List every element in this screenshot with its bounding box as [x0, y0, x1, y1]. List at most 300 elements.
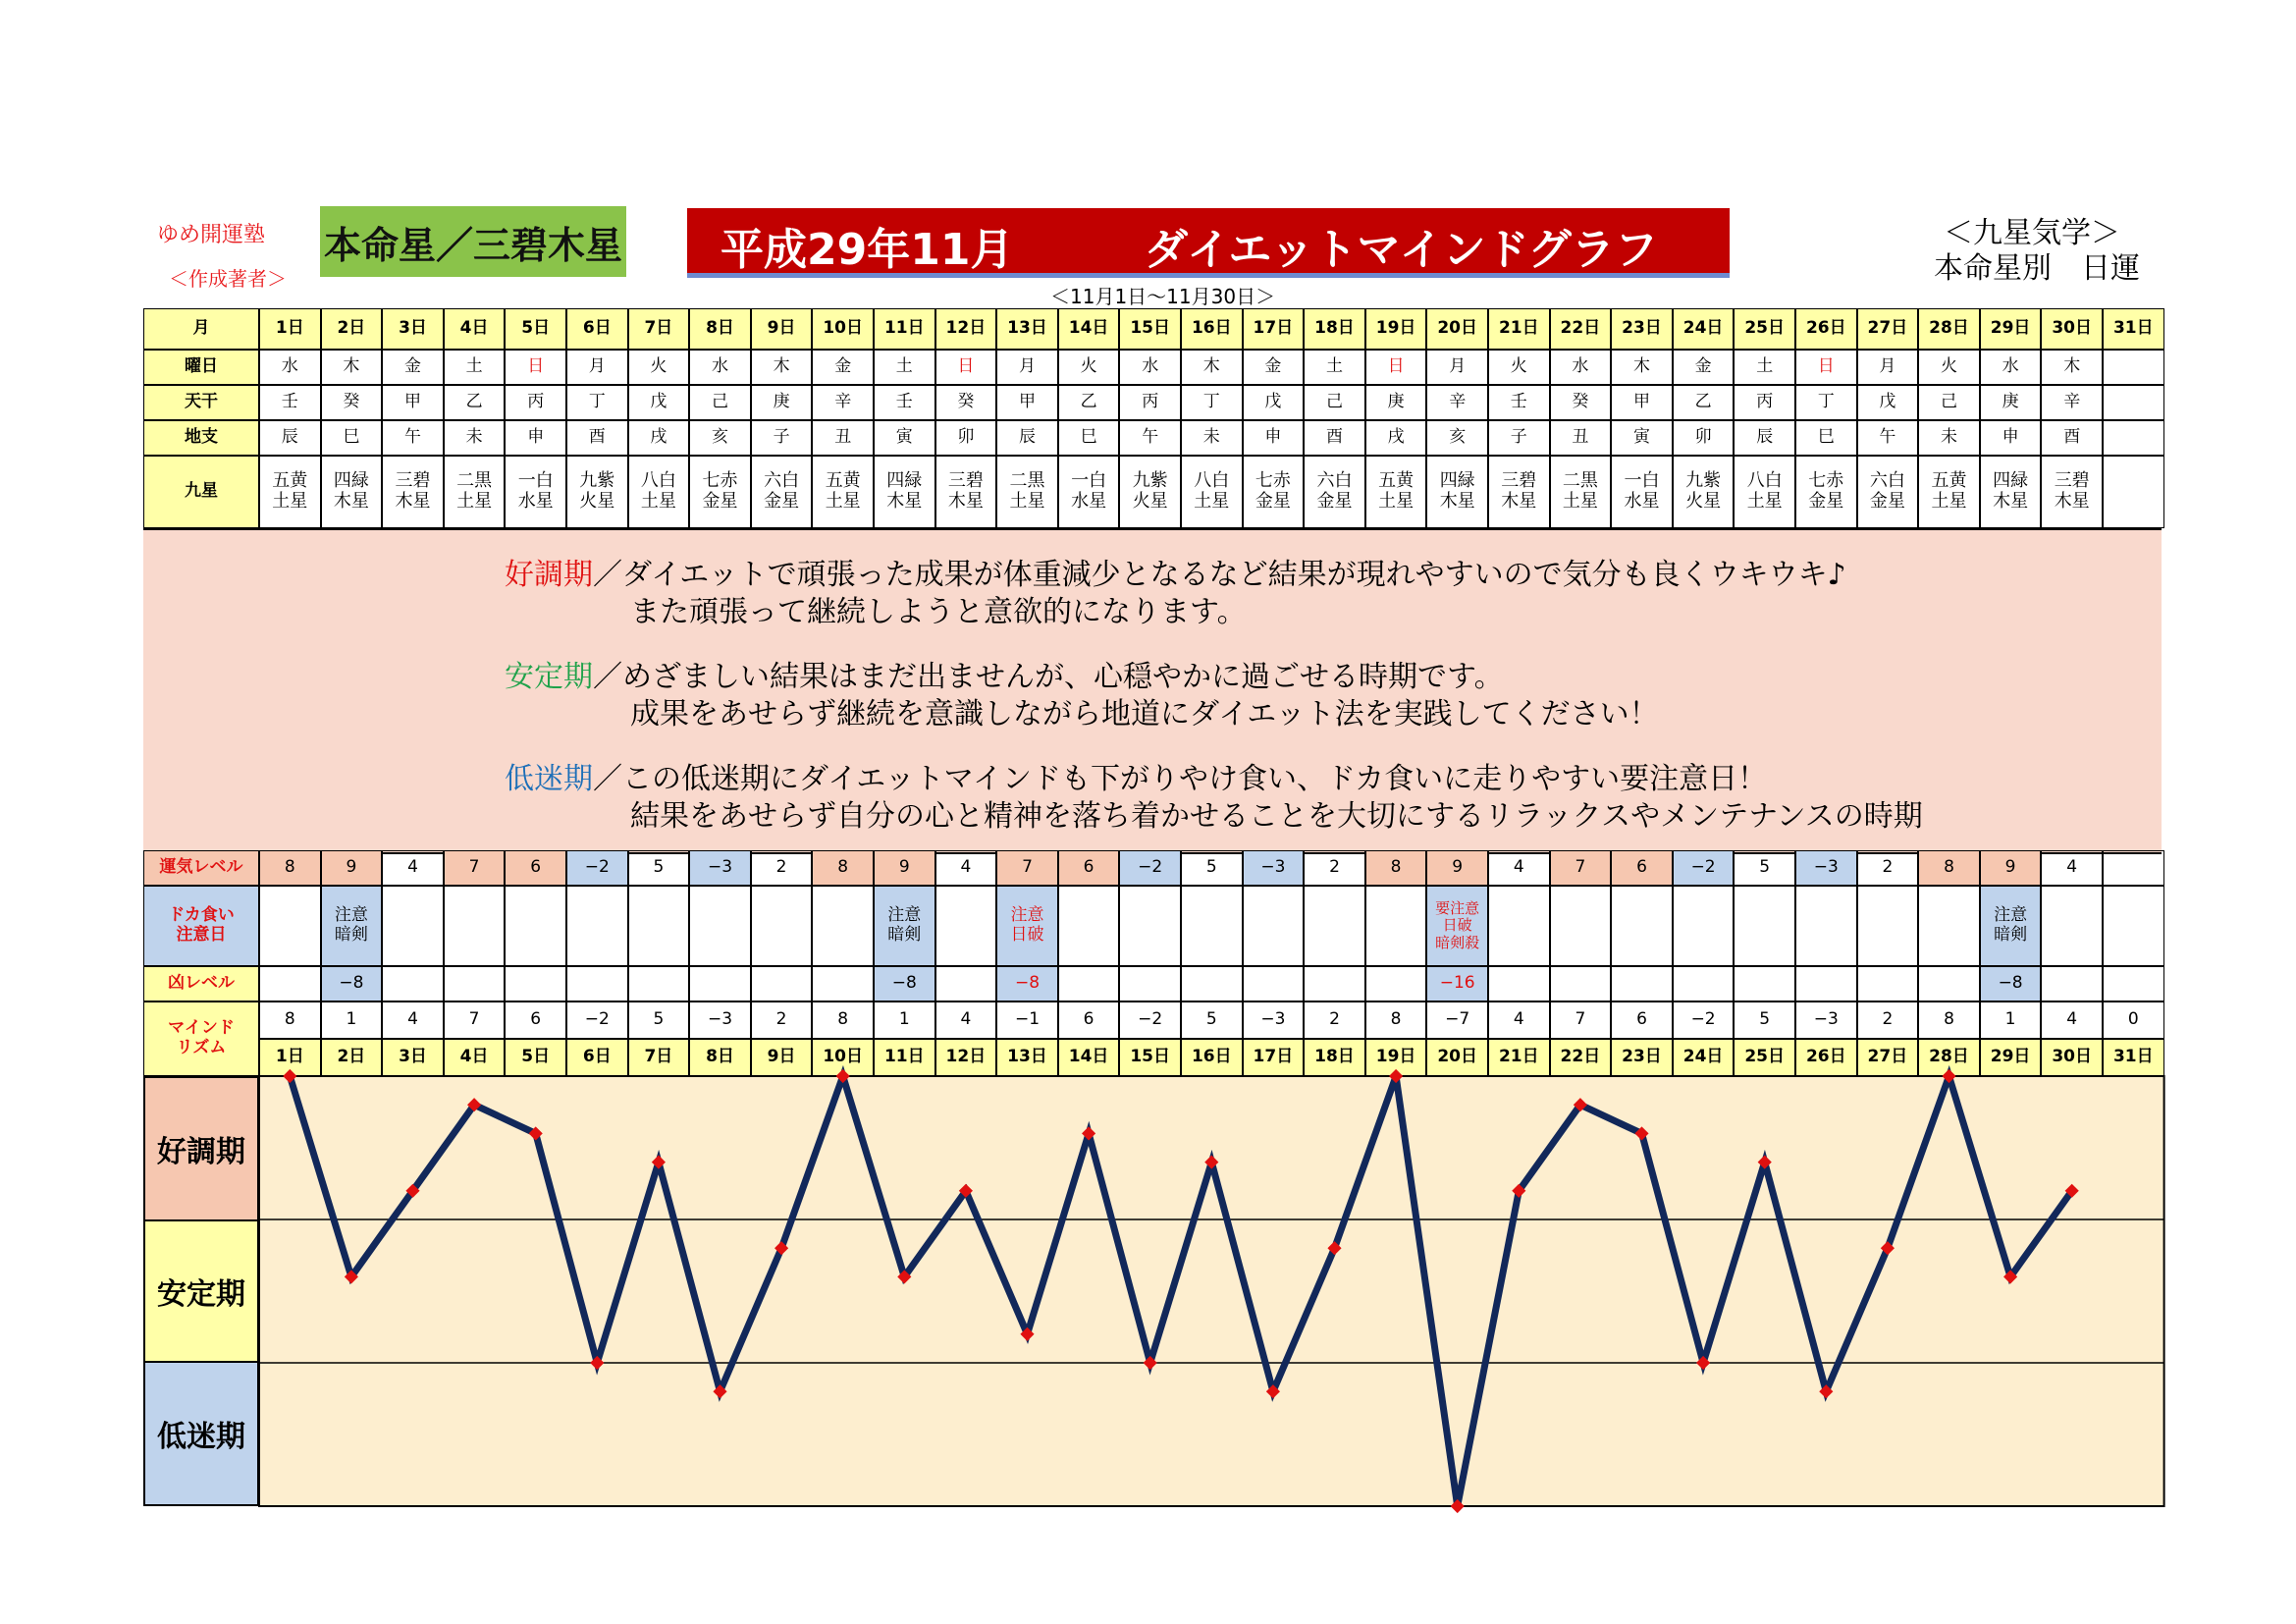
rhythm-day-header: 13日 [996, 1039, 1058, 1076]
kyusei-bottom: 水星 [1624, 491, 1660, 512]
day-header: 7日 [628, 308, 690, 350]
kyusei-top: 六白 [764, 470, 800, 492]
day-header: 30日 [2041, 308, 2103, 350]
weekday-cell: 土 [1734, 350, 1795, 385]
good-text-2: また頑張って継続しようと意欲的になります。 [630, 595, 1247, 629]
kyusei-top: 一白 [517, 470, 554, 492]
chishi-cell: 戌 [1365, 420, 1427, 456]
luck-cell: 8 [812, 850, 874, 886]
low-text-1: ／この低迷期にダイエットマインドも下がりやけ食い、ドカ食いに走りやすい要注意日！ [593, 762, 1768, 796]
rhythm-value-cell: 1 [1980, 1001, 2042, 1039]
tenkan-cell: 庚 [1365, 385, 1427, 420]
weekday-cell: 月 [566, 350, 628, 385]
weekday-cell: 木 [751, 350, 813, 385]
chishi-cell: 午 [382, 420, 444, 456]
chishi-cell: 寅 [1611, 420, 1673, 456]
author-caption: ＜作成著者＞ [169, 267, 287, 291]
weekday-cell: 金 [382, 350, 444, 385]
kyusei-bottom: 木星 [1439, 491, 1475, 512]
kyusei-top: 二黒 [1562, 470, 1598, 492]
tenkan-cell: 戊 [1857, 385, 1919, 420]
kyusei-top: 三碧 [947, 470, 984, 492]
rhythm-day-header: 1日 [259, 1039, 321, 1076]
rhythm-day-header: 11日 [874, 1039, 935, 1076]
luck-cell: −3 [689, 850, 751, 886]
rhythm-day-header: 12日 [935, 1039, 997, 1076]
kyusei-bottom: 金星 [1255, 491, 1291, 512]
weekday-cell: 水 [689, 350, 751, 385]
tenkan-cell: 乙 [1058, 385, 1120, 420]
luck-cell: 5 [1181, 850, 1243, 886]
luck-cell: 2 [1304, 850, 1365, 886]
rhythm-value-cell: −3 [1795, 1001, 1857, 1039]
tenkan-cell: 辛 [812, 385, 874, 420]
kyusei-top: 四緑 [886, 470, 923, 492]
day-header: 8日 [689, 308, 751, 350]
chishi-cell: 辰 [1734, 420, 1795, 456]
rhythm-value-cell: −1 [996, 1001, 1058, 1039]
chishi-cell: 巳 [321, 420, 383, 456]
kyusei-bottom: 金星 [702, 491, 738, 512]
kyusei-top: 七赤 [1808, 470, 1844, 492]
row-label-bad: 凶レベル [143, 966, 259, 1001]
day-header: 9日 [751, 308, 813, 350]
kyusei-bottom: 土星 [1194, 491, 1230, 512]
stable-key: 安定期 [505, 660, 593, 694]
rhythm-day-header: 29日 [1980, 1039, 2042, 1076]
kyusei-top: 二黒 [456, 470, 493, 492]
honmei-label: 本命星／三碧木星 [320, 206, 626, 277]
kyusei-top: 八白 [1746, 470, 1783, 492]
kyusei-top: 九紫 [579, 470, 615, 492]
tenkan-cell: 丙 [1734, 385, 1795, 420]
kyusei-bottom: 水星 [1071, 491, 1107, 512]
rhythm-day-header: 17日 [1243, 1039, 1305, 1076]
luck-cell: 7 [1550, 850, 1612, 886]
binge-note-cell: 注意 日破 [996, 886, 1058, 966]
title-date: 平成29年11月 [721, 225, 1014, 275]
rhythm-value-cell: 5 [628, 1001, 690, 1039]
tenkan-cell: 己 [1304, 385, 1365, 420]
day-header: 3日 [382, 308, 444, 350]
tenkan-cell: 己 [1918, 385, 1980, 420]
rhythm-value-cell: 5 [1734, 1001, 1795, 1039]
kyusei-top: 四緑 [1439, 470, 1475, 492]
rhythm-value-cell: 8 [812, 1001, 874, 1039]
bad-level-cell: −8 [321, 966, 383, 1001]
rhythm-value-cell: 7 [444, 1001, 506, 1039]
rhythm-value-cell: 1 [321, 1001, 383, 1039]
luck-cell: −2 [1119, 850, 1181, 886]
rhythm-day-header: 6日 [566, 1039, 628, 1076]
kyusei-bottom: 土星 [272, 491, 308, 512]
luck-cell: 6 [1058, 850, 1120, 886]
date-range: ＜11月1日～11月30日＞ [1050, 285, 1276, 308]
chishi-cell: 亥 [1426, 420, 1488, 456]
binge-note-cell: 注意 暗剣 [321, 886, 383, 966]
weekday-cell: 日 [1365, 350, 1427, 385]
band-label-stable: 安定期 [143, 1219, 259, 1363]
kyusei-caption: ＜九星気学＞ [1944, 216, 2120, 250]
rhythm-value-cell: 5 [1181, 1001, 1243, 1039]
weekday-cell: 月 [996, 350, 1058, 385]
weekday-cell: 金 [812, 350, 874, 385]
kyusei-bottom: 金星 [1316, 491, 1353, 512]
day-header: 29日 [1980, 308, 2042, 350]
kyusei-top: 二黒 [1009, 470, 1045, 492]
rhythm-value-cell: 4 [935, 1001, 997, 1039]
chishi-cell: 丑 [812, 420, 874, 456]
luck-cell: 9 [874, 850, 935, 886]
kyusei-top: 五黄 [1931, 470, 1967, 492]
luck-cell: 8 [1918, 850, 1980, 886]
weekday-cell: 日 [1795, 350, 1857, 385]
rhythm-day-header: 23日 [1611, 1039, 1673, 1076]
band-label-low: 低迷期 [143, 1361, 259, 1506]
kyusei-top: 一白 [1624, 470, 1660, 492]
luck-cell: 7 [996, 850, 1058, 886]
kyusei-top: 一白 [1071, 470, 1107, 492]
luck-cell: 4 [935, 850, 997, 886]
rhythm-value-cell: 6 [1058, 1001, 1120, 1039]
rhythm-day-header: 7日 [628, 1039, 690, 1076]
day-header: 15日 [1119, 308, 1181, 350]
rhythm-value-cell: −3 [1243, 1001, 1305, 1039]
row-label-rhythm: マインド リズム [143, 1001, 259, 1076]
author-name: ゆめ開運塾 [157, 223, 266, 247]
kyusei-top: 三碧 [1501, 470, 1537, 492]
rhythm-value-cell: 4 [382, 1001, 444, 1039]
rhythm-value-cell: −2 [1119, 1001, 1181, 1039]
day-header: 4日 [444, 308, 506, 350]
rhythm-day-header: 16日 [1181, 1039, 1243, 1076]
kyusei-bottom: 火星 [1132, 491, 1168, 512]
chishi-cell: 辰 [259, 420, 321, 456]
day-header: 11日 [874, 308, 935, 350]
kyusei-bottom: 木星 [886, 491, 923, 512]
chishi-cell: 申 [1980, 420, 2042, 456]
chishi-cell: 未 [1181, 420, 1243, 456]
rhythm-value-cell: 2 [1857, 1001, 1919, 1039]
chishi-cell: 辰 [996, 420, 1058, 456]
kyusei-bottom: 木星 [947, 491, 984, 512]
kyusei-bottom: 土星 [640, 491, 676, 512]
day-header: 14日 [1058, 308, 1120, 350]
day-header: 16日 [1181, 308, 1243, 350]
kyusei-top: 七赤 [702, 470, 738, 492]
rhythm-value-cell: 6 [1611, 1001, 1673, 1039]
low-text-2: 結果をあせらず自分の心と精神を落ち着かせることを大切にするリラックスやメンテナンスの時期 [630, 799, 1923, 834]
rhythm-value-cell: 2 [1304, 1001, 1365, 1039]
weekday-cell: 金 [1673, 350, 1735, 385]
weekday-cell: 水 [1980, 350, 2042, 385]
tenkan-cell: 壬 [874, 385, 935, 420]
row-label-month: 月 [143, 308, 259, 350]
tenkan-cell: 辛 [1426, 385, 1488, 420]
kyusei-bottom: 土星 [1562, 491, 1598, 512]
kyusei-subcaption: 本命星別 日運 [1934, 251, 2140, 286]
chishi-cell: 卯 [935, 420, 997, 456]
day-header: 2日 [321, 308, 383, 350]
chishi-cell: 未 [444, 420, 506, 456]
chishi-cell: 酉 [566, 420, 628, 456]
kyusei-top: 七赤 [1255, 470, 1291, 492]
chishi-cell: 寅 [874, 420, 935, 456]
kyusei-bottom: 土星 [1931, 491, 1967, 512]
row-label-kyusei: 九星 [143, 456, 259, 528]
tenkan-cell: 甲 [996, 385, 1058, 420]
rhythm-value-cell: −2 [566, 1001, 628, 1039]
binge-note-cell: 注意 暗剣 [1980, 886, 2042, 966]
row-label-binge: ドカ食い 注意日 [143, 886, 259, 966]
tenkan-cell: 乙 [1673, 385, 1735, 420]
luck-cell: 6 [505, 850, 566, 886]
luck-cell: 8 [1365, 850, 1427, 886]
rhythm-value-cell: 8 [1918, 1001, 1980, 1039]
kyusei-top: 八白 [1194, 470, 1230, 492]
rhythm-value-cell: 2 [751, 1001, 813, 1039]
kyusei-top: 五黄 [1378, 470, 1415, 492]
band-label-good: 好調期 [143, 1076, 259, 1221]
rhythm-value-cell: 6 [505, 1001, 566, 1039]
kyusei-top: 三碧 [2054, 470, 2090, 492]
chishi-cell: 巳 [1795, 420, 1857, 456]
weekday-cell: 火 [1918, 350, 1980, 385]
tenkan-cell: 戊 [1243, 385, 1305, 420]
tenkan-cell: 乙 [444, 385, 506, 420]
chishi-cell: 申 [505, 420, 566, 456]
rhythm-day-header: 31日 [2103, 1039, 2164, 1076]
title-main: ダイエットマインドグラフ [1145, 225, 1658, 275]
kyusei-bottom: 水星 [517, 491, 554, 512]
kyusei-bottom: 土星 [456, 491, 493, 512]
rhythm-value-cell: 1 [874, 1001, 935, 1039]
weekday-cell: 木 [321, 350, 383, 385]
rhythm-value-cell: 8 [1365, 1001, 1427, 1039]
kyusei-bottom: 木星 [1993, 491, 2029, 512]
kyusei-bottom: 土星 [825, 491, 861, 512]
weekday-cell: 土 [444, 350, 506, 385]
tenkan-cell: 戊 [628, 385, 690, 420]
rhythm-day-header: 19日 [1365, 1039, 1427, 1076]
luck-cell: 7 [444, 850, 506, 886]
tenkan-cell: 己 [689, 385, 751, 420]
chishi-cell: 亥 [689, 420, 751, 456]
weekday-cell: 水 [259, 350, 321, 385]
tenkan-cell: 癸 [321, 385, 383, 420]
kyusei-bottom: 木星 [1501, 491, 1537, 512]
kyusei-bottom: 土星 [1378, 491, 1415, 512]
rhythm-day-header: 5日 [505, 1039, 566, 1076]
kyusei-bottom: 火星 [579, 491, 615, 512]
rhythm-day-header: 25日 [1734, 1039, 1795, 1076]
kyusei-top: 九紫 [1132, 470, 1168, 492]
rhythm-day-header: 20日 [1426, 1039, 1488, 1076]
luck-cell: 2 [751, 850, 813, 886]
row-label-weekday: 曜日 [143, 350, 259, 385]
chishi-cell: 子 [1488, 420, 1550, 456]
luck-cell: 6 [1611, 850, 1673, 886]
tenkan-cell: 壬 [1488, 385, 1550, 420]
rhythm-value-cell: −7 [1426, 1001, 1488, 1039]
luck-cell: −2 [566, 850, 628, 886]
luck-cell: 9 [1426, 850, 1488, 886]
tenkan-cell: 壬 [259, 385, 321, 420]
rhythm-value-cell: −3 [689, 1001, 751, 1039]
day-header: 1日 [259, 308, 321, 350]
day-header: 18日 [1304, 308, 1365, 350]
kyusei-top: 九紫 [1685, 470, 1722, 492]
kyusei-top: 三碧 [395, 470, 431, 492]
weekday-cell: 火 [628, 350, 690, 385]
kyusei-bottom: 火星 [1685, 491, 1722, 512]
rhythm-value-cell: 8 [259, 1001, 321, 1039]
weekday-cell: 土 [1304, 350, 1365, 385]
chishi-cell: 戌 [628, 420, 690, 456]
rhythm-day-header: 15日 [1119, 1039, 1181, 1076]
weekday-cell: 土 [874, 350, 935, 385]
weekday-cell: 日 [935, 350, 997, 385]
luck-cell: 9 [321, 850, 383, 886]
kyusei-bottom: 木星 [2054, 491, 2090, 512]
bad-level-cell: −8 [874, 966, 935, 1001]
day-header: 21日 [1488, 308, 1550, 350]
luck-cell: −3 [1243, 850, 1305, 886]
luck-cell: −3 [1795, 850, 1857, 886]
day-header: 12日 [935, 308, 997, 350]
luck-cell: 9 [1980, 850, 2042, 886]
day-header: 5日 [505, 308, 566, 350]
day-header: 22日 [1550, 308, 1612, 350]
good-text-1: ／ダイエットで頑張った成果が体重減少となるなど結果が現れやすいので気分も良くウキウキ♪ [593, 558, 1846, 592]
tenkan-cell: 丙 [1119, 385, 1181, 420]
tenkan-cell: 甲 [1611, 385, 1673, 420]
rhythm-day-header: 26日 [1795, 1039, 1857, 1076]
weekday-cell: 金 [1243, 350, 1305, 385]
rhythm-day-header: 10日 [812, 1039, 874, 1076]
chishi-cell: 丑 [1550, 420, 1612, 456]
day-header: 25日 [1734, 308, 1795, 350]
luck-cell: 2 [1857, 850, 1919, 886]
tenkan-cell: 丁 [1181, 385, 1243, 420]
day-header: 6日 [566, 308, 628, 350]
luck-cell: 4 [2041, 850, 2103, 886]
weekday-cell: 火 [1058, 350, 1120, 385]
plot-area [259, 1076, 2164, 1506]
day-header: 10日 [812, 308, 874, 350]
binge-note-cell: 注意 暗剣 [874, 886, 935, 966]
row-label-tenkan: 天干 [143, 385, 259, 420]
day-header: 26日 [1795, 308, 1857, 350]
tenkan-cell: 甲 [382, 385, 444, 420]
bad-level-cell: −16 [1426, 966, 1488, 1001]
tenkan-cell: 丁 [566, 385, 628, 420]
bad-level-cell: −8 [996, 966, 1058, 1001]
rhythm-value-cell: 4 [1488, 1001, 1550, 1039]
chishi-cell: 午 [1857, 420, 1919, 456]
tenkan-cell: 庚 [751, 385, 813, 420]
day-header: 31日 [2103, 308, 2164, 350]
kyusei-bottom: 土星 [1009, 491, 1045, 512]
rhythm-day-header: 9日 [751, 1039, 813, 1076]
tenkan-cell: 癸 [935, 385, 997, 420]
kyusei-top: 六白 [1869, 470, 1905, 492]
rhythm-day-header: 14日 [1058, 1039, 1120, 1076]
bad-level-cell: −8 [1980, 966, 2042, 1001]
rhythm-day-header: 30日 [2041, 1039, 2103, 1076]
weekday-cell: 木 [2041, 350, 2103, 385]
day-header: 19日 [1365, 308, 1427, 350]
rhythm-value-cell: 4 [2041, 1001, 2103, 1039]
rhythm-day-header: 22日 [1550, 1039, 1612, 1076]
kyusei-top: 五黄 [825, 470, 861, 492]
weekday-cell: 火 [1488, 350, 1550, 385]
rhythm-day-header: 27日 [1857, 1039, 1919, 1076]
kyusei-bottom: 土星 [1746, 491, 1783, 512]
chishi-cell: 酉 [1304, 420, 1365, 456]
tenkan-cell: 庚 [1980, 385, 2042, 420]
day-header: 27日 [1857, 308, 1919, 350]
row-label-luck: 運気レベル [143, 850, 259, 886]
rhythm-day-header: 18日 [1304, 1039, 1365, 1076]
rhythm-day-header: 28日 [1918, 1039, 1980, 1076]
luck-cell: −2 [1673, 850, 1735, 886]
chishi-cell: 卯 [1673, 420, 1735, 456]
weekday-cell: 日 [505, 350, 566, 385]
tenkan-cell: 丁 [1795, 385, 1857, 420]
weekday-cell: 水 [1119, 350, 1181, 385]
day-header: 20日 [1426, 308, 1488, 350]
rhythm-value-cell: 0 [2103, 1001, 2164, 1039]
kyusei-bottom: 木星 [395, 491, 431, 512]
luck-cell: 8 [259, 850, 321, 886]
luck-cell: 4 [382, 850, 444, 886]
row-label-chishi: 地支 [143, 420, 259, 456]
kyusei-bottom: 金星 [1869, 491, 1905, 512]
tenkan-cell: 癸 [1550, 385, 1612, 420]
low-key: 低迷期 [505, 762, 593, 796]
kyusei-bottom: 金星 [764, 491, 800, 512]
kyusei-top: 八白 [640, 470, 676, 492]
kyusei-top: 六白 [1316, 470, 1353, 492]
kyusei-top: 四緑 [333, 470, 369, 492]
day-header: 24日 [1673, 308, 1735, 350]
chishi-cell: 未 [1918, 420, 1980, 456]
day-header: 28日 [1918, 308, 1980, 350]
rhythm-day-header: 4日 [444, 1039, 506, 1076]
kyusei-bottom: 金星 [1808, 491, 1844, 512]
chishi-cell: 酉 [2041, 420, 2103, 456]
weekday-cell: 木 [1611, 350, 1673, 385]
weekday-cell: 月 [1857, 350, 1919, 385]
chishi-cell: 巳 [1058, 420, 1120, 456]
rhythm-value-cell: 7 [1550, 1001, 1612, 1039]
kyusei-top: 五黄 [272, 470, 308, 492]
luck-cell: 5 [628, 850, 690, 886]
luck-cell: 4 [1488, 850, 1550, 886]
kyusei-top: 四緑 [1993, 470, 2029, 492]
day-header: 13日 [996, 308, 1058, 350]
rhythm-day-header: 3日 [382, 1039, 444, 1076]
day-header: 17日 [1243, 308, 1305, 350]
weekday-cell: 木 [1181, 350, 1243, 385]
rhythm-value-cell: −2 [1673, 1001, 1735, 1039]
chishi-cell: 子 [751, 420, 813, 456]
kyusei-bottom: 木星 [333, 491, 369, 512]
tenkan-cell: 丙 [505, 385, 566, 420]
chishi-cell: 午 [1119, 420, 1181, 456]
weekday-cell: 月 [1426, 350, 1488, 385]
